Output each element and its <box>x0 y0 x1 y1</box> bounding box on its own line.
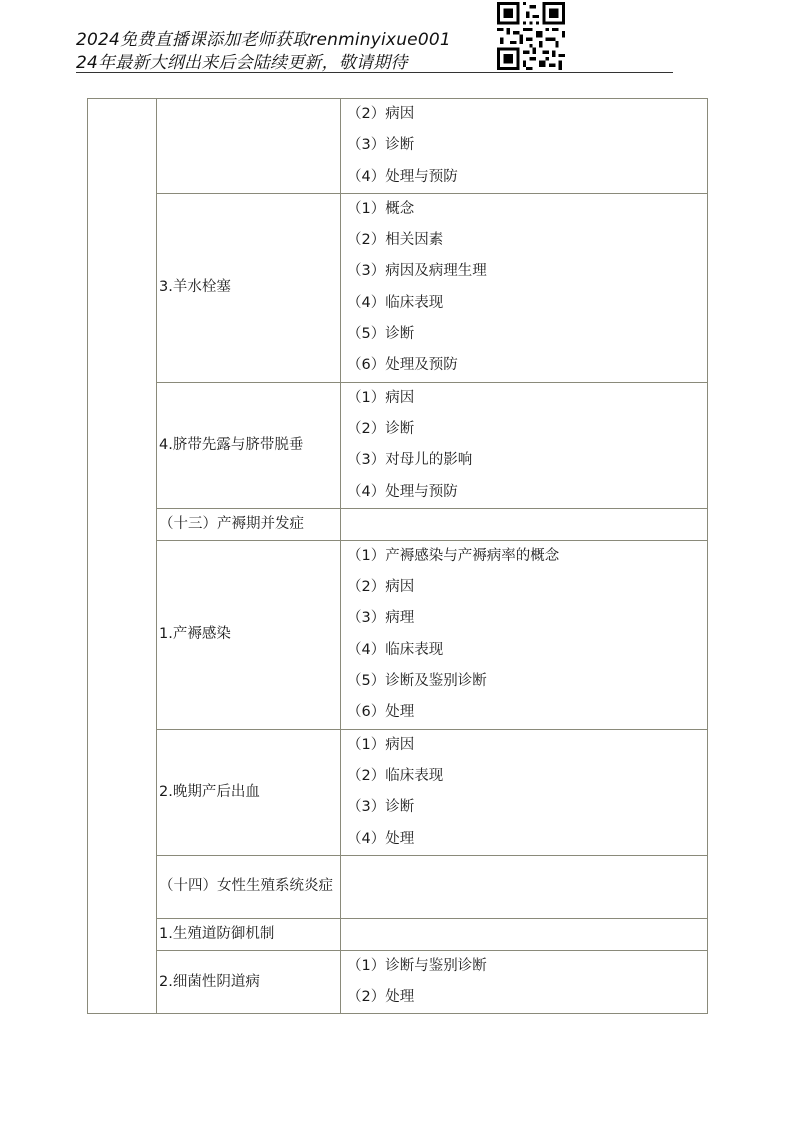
list-item: （1）产褥感染与产褥病率的概念 <box>347 547 560 564</box>
points-cell <box>341 382 708 508</box>
topic-label: 1.产褥感染 <box>159 626 231 643</box>
list-item: （1）概念 <box>347 200 415 217</box>
topic-cell <box>157 540 341 729</box>
list-item: （5）诊断 <box>347 326 415 343</box>
topic-cell <box>157 950 341 1014</box>
topic-label: 1.生殖道防御机制 <box>159 925 275 942</box>
list-item: （3）诊断 <box>347 137 415 154</box>
list-item: （4）临床表现 <box>347 641 444 658</box>
list-item: （2）诊断 <box>347 420 415 437</box>
table-row <box>88 382 708 508</box>
header-update-line: 24年最新大纲出来后会陆续更新，敬请期待 <box>76 53 408 73</box>
table-row <box>88 855 708 918</box>
list-item: （2）病因 <box>347 579 415 596</box>
list-item: （6）处理 <box>347 704 415 721</box>
table-row <box>88 99 708 194</box>
points-cell <box>341 855 708 918</box>
list-item: （2）临床表现 <box>347 767 444 784</box>
points-cell <box>341 918 708 950</box>
header-promo-line: 2024免费直播课添加老师获取renminyixue001 <box>76 30 451 50</box>
list-item: （6）处理及预防 <box>347 357 458 374</box>
page-header <box>76 22 673 73</box>
topic-cell <box>157 855 341 918</box>
points-cell <box>341 508 708 540</box>
topic-label: （十四）女性生殖系统炎症 <box>159 878 333 895</box>
list-item: （1）病因 <box>347 736 415 753</box>
topic-label: 3.羊水栓塞 <box>159 279 231 296</box>
topic-label: （十三）产褥期并发症 <box>159 515 304 532</box>
table-row <box>88 540 708 729</box>
list-item: （3）诊断 <box>347 799 415 816</box>
table-row <box>88 950 708 1014</box>
syllabus-table <box>87 98 708 1014</box>
points-cell <box>341 193 708 382</box>
topic-label: 2.晚期产后出血 <box>159 783 260 800</box>
topic-cell <box>157 193 341 382</box>
topic-label: 2.细菌性阴道病 <box>159 973 260 990</box>
topic-cell <box>157 918 341 950</box>
list-item: （4）处理与预防 <box>347 168 458 185</box>
list-item: （1）诊断与鉴别诊断 <box>347 957 487 974</box>
topic-cell <box>157 508 341 540</box>
list-item: （3）病理 <box>347 610 415 627</box>
list-item: （5）诊断及鉴别诊断 <box>347 673 487 690</box>
table-row <box>88 508 708 540</box>
topic-cell <box>157 382 341 508</box>
topic-cell <box>157 729 341 855</box>
list-item: （4）处理 <box>347 830 415 847</box>
list-item: （2）处理 <box>347 989 415 1006</box>
points-cell <box>341 950 708 1014</box>
table-row <box>88 193 708 382</box>
list-item: （3）对母儿的影响 <box>347 452 473 469</box>
list-item: （2）病因 <box>347 106 415 122</box>
list-item: （4）处理与预防 <box>347 483 458 500</box>
topic-cell <box>157 99 341 194</box>
topic-label: 4.脐带先露与脐带脱垂 <box>159 436 304 453</box>
points-cell <box>341 99 708 194</box>
category-cell <box>88 99 157 1014</box>
points-cell <box>341 729 708 855</box>
qr-code-icon <box>497 2 565 70</box>
points-cell <box>341 540 708 729</box>
table-row <box>88 729 708 855</box>
list-item: （1）病因 <box>347 389 415 406</box>
list-item: （4）临床表现 <box>347 294 444 311</box>
table-row <box>88 918 708 950</box>
list-item: （2）相关因素 <box>347 232 444 249</box>
list-item: （3）病因及病理生理 <box>347 263 487 280</box>
